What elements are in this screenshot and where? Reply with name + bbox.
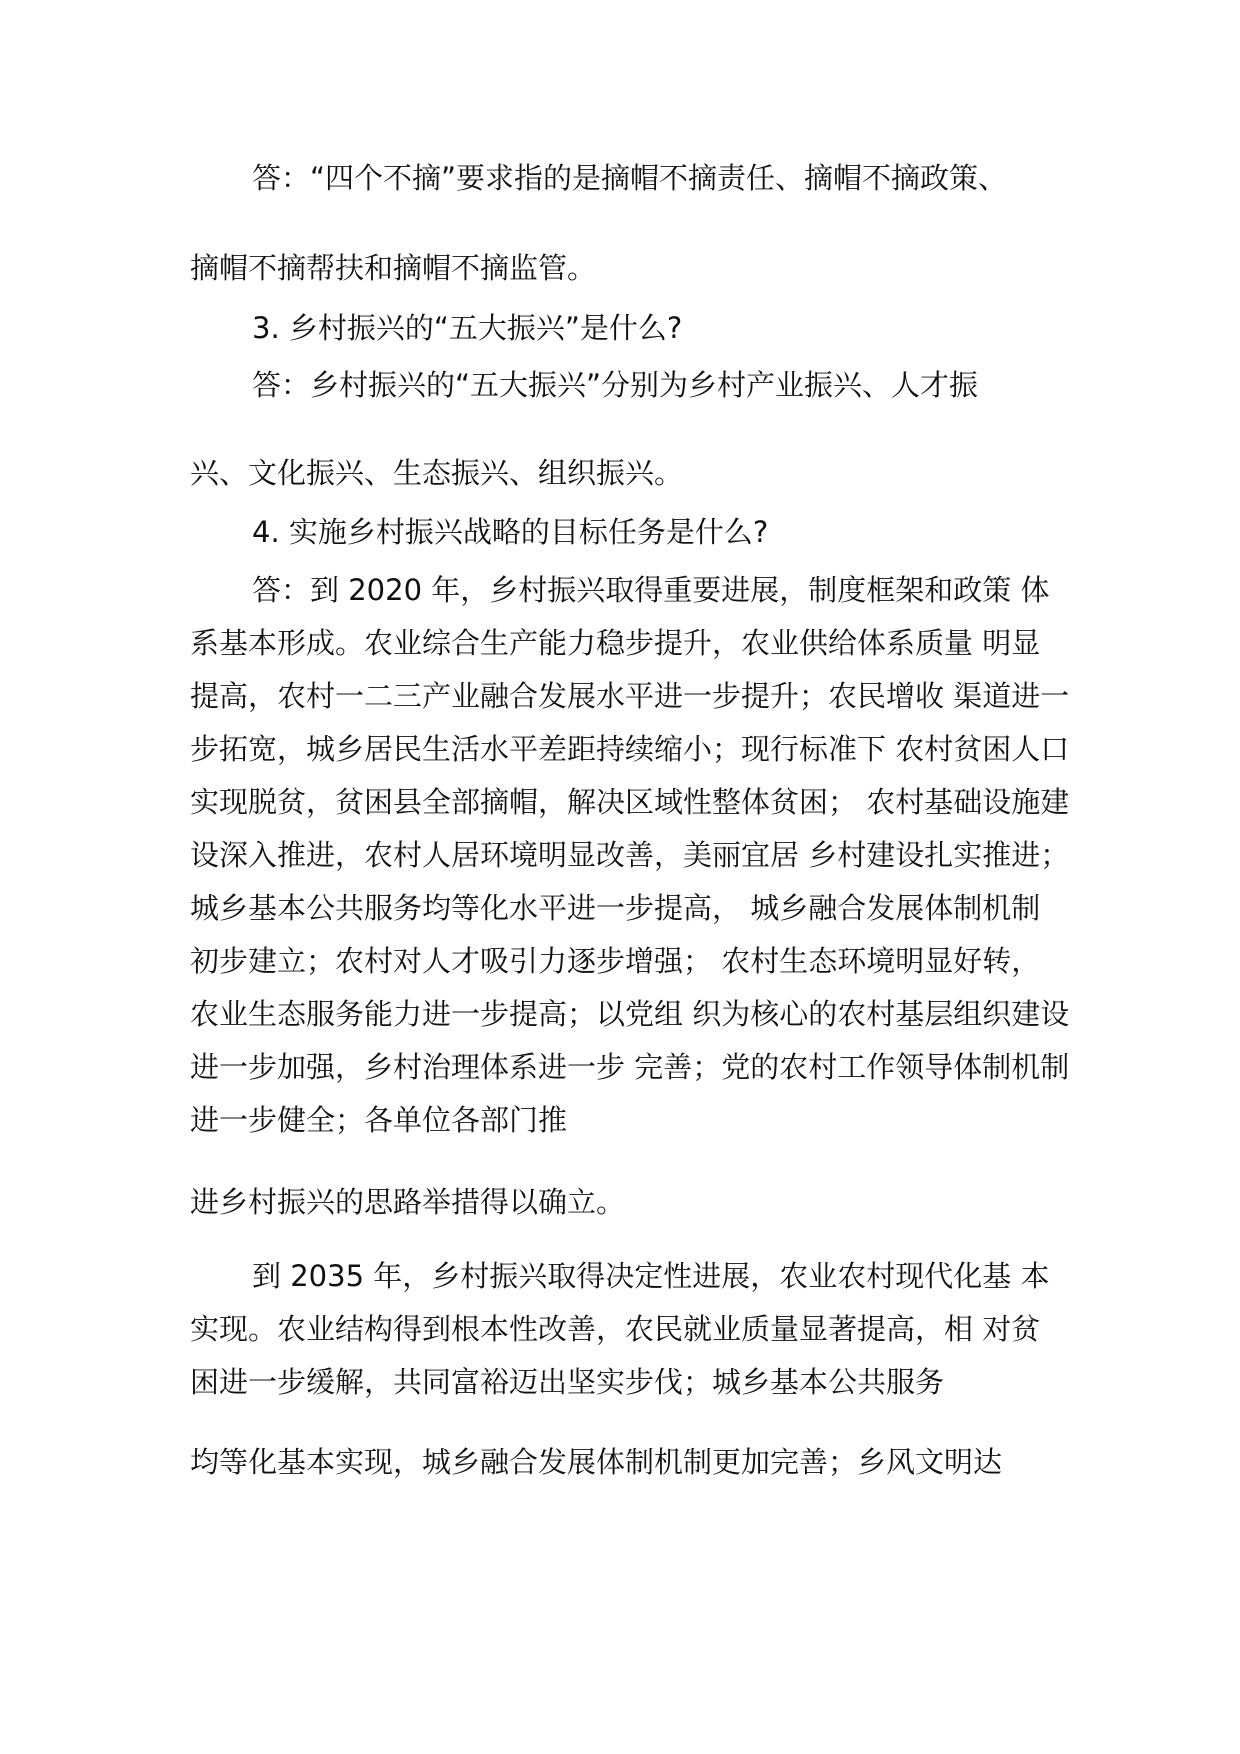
answer-4-line-8: 初步建立；农村对人才吸引力逐步增强； 农村生态环境明显好转， [190,944,1041,978]
answer-4-line-11: 进一步健全；各单位各部门推 [190,1103,568,1137]
answer-3-line-1: 答：乡村振兴的“五大振兴”分别为乡村产业振兴、人才振 [252,368,979,402]
answer-4-line-3: 提高，农村一二三产业融合发展水平进一步提升；农民增收 渠道进一 [190,679,1070,713]
answer-4-line-6: 设深入推进，农村人居环境明显改善，美丽宜居 乡村建设扎实推进； [190,838,1070,872]
answer-2-line-2: 摘帽不摘帮扶和摘帽不摘监管。 [190,251,597,285]
paragraph-2035-line-3: 困进一步缓解，共同富裕迈出坚实步伐；城乡基本公共服务 [190,1365,945,1399]
paragraph-2035-line-4: 均等化基本实现，城乡融合发展体制机制更加完善；乡风文明达 [190,1445,1003,1479]
answer-4-line-5: 实现脱贫，贫困县全部摘帽，解决区域性整体贫困； 农村基础设施建 [190,785,1070,819]
answer-4-line-4: 步拓宽，城乡居民生活水平差距持续缩小；现行标准下 农村贫困人口 [190,732,1070,766]
answer-4-line-7: 城乡基本公共服务均等化水平进一步提高， 城乡融合发展体制机制 [190,891,1041,925]
paragraph-2035-line-2: 实现。农业结构得到根本性改善，农民就业质量显著提高，相 对贫 [190,1312,1041,1346]
answer-4-line-2: 系基本形成。农业综合生产能力稳步提升，农业供给体系质量 明显 [190,626,1041,660]
answer-4-line-9: 农业生态服务能力进一步提高；以党组 织为核心的农村基层组织建设 [190,997,1070,1031]
answer-4-line-12: 进乡村振兴的思路举措得以确立。 [190,1185,626,1219]
answer-4-line-10: 进一步加强，乡村治理体系进一步 完善；党的农村工作领导体制机制 [190,1050,1070,1084]
paragraph-2035-line-1: 到 2035 年，乡村振兴取得决定性进展，农业农村现代化基 本 [252,1259,1050,1293]
question-4: 4. 实施乡村振兴战略的目标任务是什么? [252,515,769,549]
answer-4-line-1: 答：到 2020 年，乡村振兴取得重要进展，制度框架和政策 体 [252,573,1050,607]
answer-2-line-1: 答：“四个不摘”要求指的是摘帽不摘责任、摘帽不摘政策、 [252,161,1008,195]
answer-3-line-2: 兴、文化振兴、生态振兴、组织振兴。 [190,456,684,490]
question-3: 3. 乡村振兴的“五大振兴”是什么? [252,311,683,345]
